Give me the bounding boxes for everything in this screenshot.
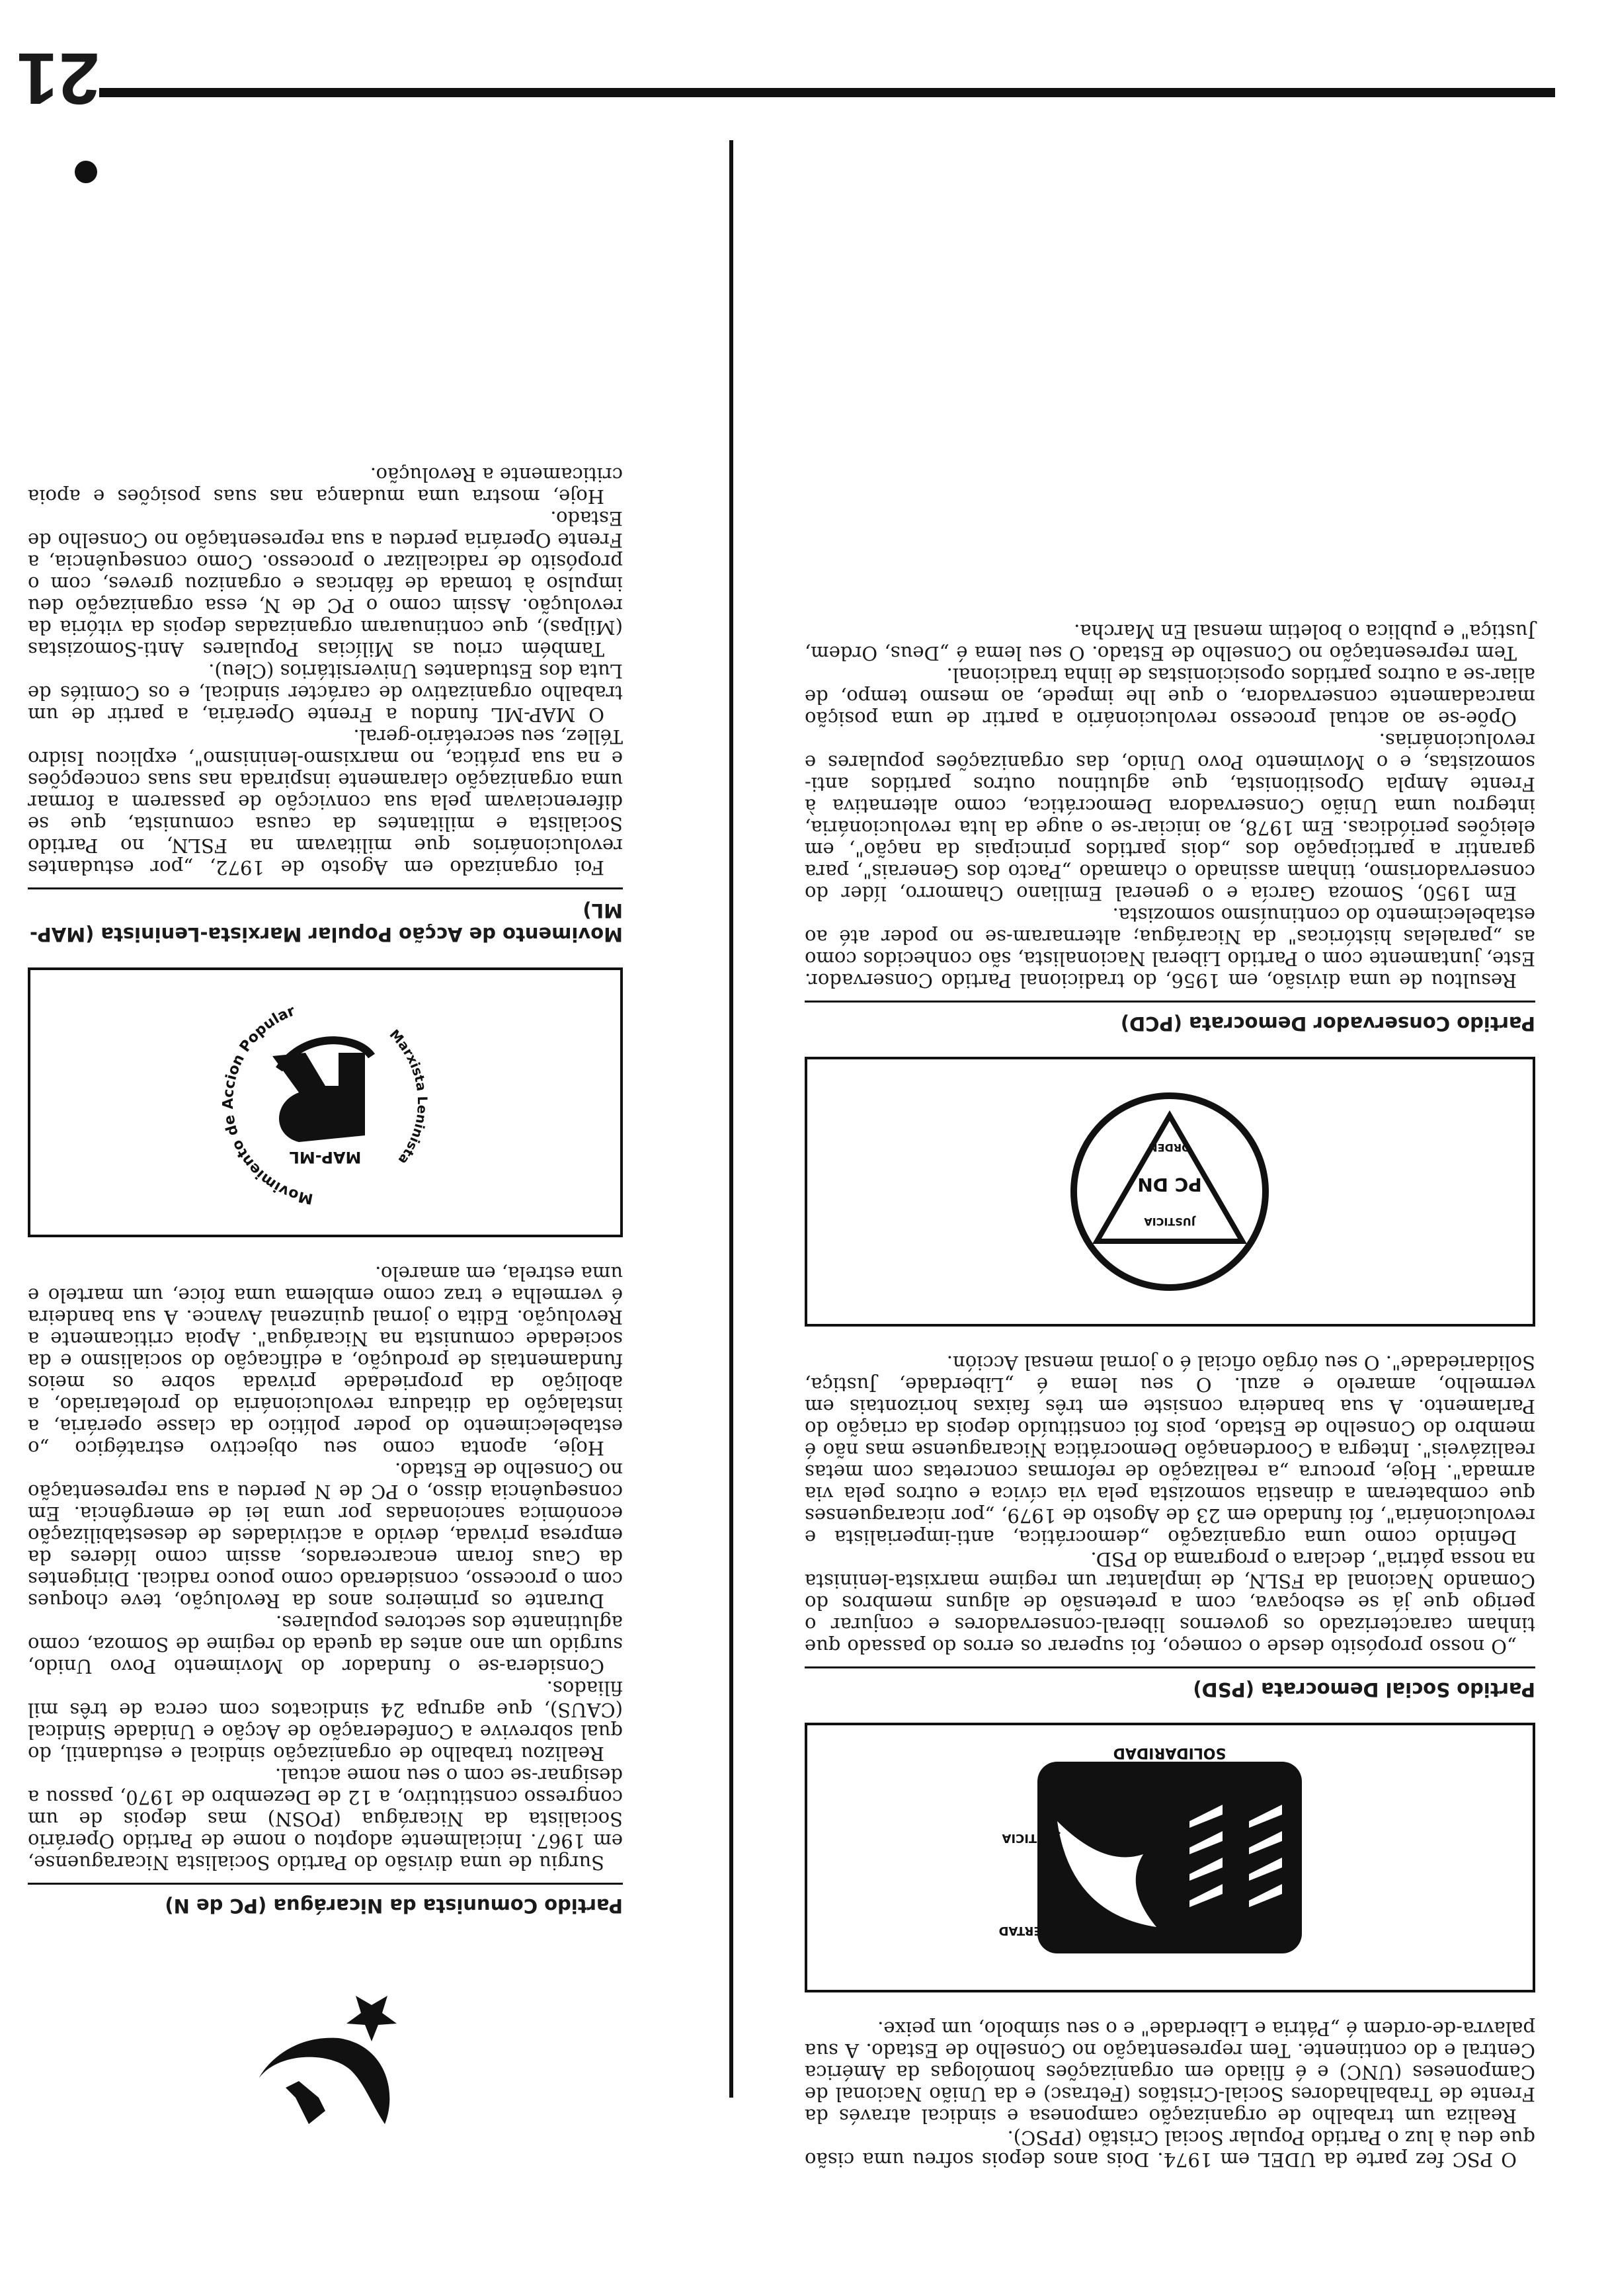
column-rule xyxy=(729,140,733,2098)
end-bullet xyxy=(75,161,97,183)
map-ml-logo xyxy=(200,983,451,1221)
article-text xyxy=(805,1352,1535,1657)
left-column xyxy=(805,595,1535,2170)
article-heading: Partido Social Democrata (PSD) xyxy=(1193,1678,1535,1701)
paragraph: Resultou de uma divisão, em 1956, do tradicional Partido Conservador. Este, juntamente com o Partido Liberal Nacionalista, são conhecidos como as „paralelas históricas" da Nicarágua; alternaram-se no poder até ao estabelecimento do continuísmo somozista. xyxy=(805,904,1535,992)
paragraph: Surgiu de uma divisão do Partido Socialista Nicaraguense, em 1967. Inicialmente adoptou o nome de Partido Operário Socialista da Nicarágua (POSN) mas depois de um congresso constitutivo, a 12 de Dezembro de 1970, passou a designar-se com o seu nome actual. xyxy=(28,1764,623,1874)
pcd-logo-text: PC DN xyxy=(1137,1174,1203,1196)
pcd-logo-text: JUSTICIA xyxy=(1144,1215,1196,1228)
pcd-logo-box xyxy=(805,1057,1535,1327)
paragraph: Em 1950, Somoza García e o general Emiliano Chamorro, líder do conservadorismo, tinham assinado o chamado „Pacto dos Generais", para garantir a participação dos „dois partidos principais da nação", em eleições periódicas. Em 1978, ao iniciar-se o auge da luta revolucionária, integrou uma União Conservadora Democrática, como alternativa à Frente Ampla Opositionista, que aglutinou outros partidos anti-somozistas, e o Movimento Povo Unido, das organizações populares e revolucionárias. xyxy=(805,729,1535,905)
heading-rule xyxy=(805,1666,1535,1668)
paragraph: Opõe-se ao actual processo revolucionário a partir de uma posição marcadamente conservadora, o que lhe impede, ao mesmo tempo, de aliar-se a outros partidos oposicionistas de linha tradicional. xyxy=(805,664,1535,730)
map-ml-logo-text: MAP-ML xyxy=(289,1148,362,1167)
pcd-logo-text: ORDEN xyxy=(1148,1141,1191,1154)
psd-logo-text: LIBERTAD xyxy=(999,1924,1063,1938)
paragraph: Realiza um trabalho de organização camponesa e sindical através da Frente de Trabalhadores Social-Cristãos (Fetrasc) e da União Nacional de Camponeses (UNC) e é filiado em organizações homólogas da América Central e do continente. Tem representação no Conselho de Estado. A sua palavra-de-ordem é „Pátria e Liberdade" e o seu símbolo, um peixe. xyxy=(805,2018,1535,2127)
pcn-logo-box xyxy=(28,1939,623,2203)
map-ml-logo-box xyxy=(28,967,623,1237)
psd-logo-text: SOLIDARIDAD xyxy=(1113,1744,1226,1761)
article-psd xyxy=(805,1352,1535,1992)
article-heading: Movimento de Acção Popular Marxista-Leninista (MAP-ML) xyxy=(29,899,623,946)
heading-rule xyxy=(28,887,623,889)
paragraph: Hoje, aponta como seu objectivo estratégico „o estabelecimento do poder político da classe operária, a instalação da ditadura revolucionária do proletariado, a abolição da propriedade privada sobre os meios fundamentais de produção, a edificação do socialismo e da sociedade comunista na Nicarágua". Apoia criticamente a Revolução. Edita o jornal quinzenal Avance. A sua bandeira é vermelha e traz como emblema uma foice, um martelo e uma estrela, em amarelo. xyxy=(28,1262,623,1459)
map-ml-logo-text: Movimiento de Accion Popular xyxy=(220,1003,315,1207)
pcn-logo xyxy=(226,1992,424,2151)
article-map-ml xyxy=(28,464,623,1237)
article-text xyxy=(28,464,623,878)
article-text xyxy=(805,2018,1535,2170)
footer-rule xyxy=(99,88,1555,97)
paragraph: Tem representação no Conselho de Estado. O seu lema é „Deus, Ordem, Justiça" e publica o boletim mensal En Marcha. xyxy=(805,620,1535,665)
article-heading: Partido Comunista da Nicarágua (PC de N) xyxy=(165,1895,623,1917)
article-pcd xyxy=(805,620,1535,1327)
article-text xyxy=(805,620,1535,991)
paragraph: Durante os primeiros anos da Revolução, teve choques com o processo, considerado como pouco radical. Dirigentes da Caus foram encarcerados, assim como líderes da empresa privada, devido a actividades de desestabilização económica sancionadas por uma lei de emergência. Em consequência disso, o PC de N perdeu a sua representação no Conselho de Estado. xyxy=(28,1459,623,1612)
article-pcn xyxy=(28,1262,623,2203)
paragraph: O PSC fez parte da UDEL em 1974. Dois anos depois sofreu uma cisão que deu à luz o Partido Popular Social Cristão (PPSC). xyxy=(805,2127,1535,2171)
paragraph: „O nosso propósito desde o começo, foi superar os erros do passado que tinham caracterizado os governos liberal-conservadores e conjurar o perigo que já se esboçava, com a pretensão de alguns membros do Comando Nacional da FSLN, de implantar um regime marxista-leninista na nossa pátria", declara o programa do PSD. xyxy=(805,1548,1535,1658)
paragraph: O MAP-ML fundou a Frente Operária, a partir de um trabalho organizativo de carácter sindical, e os Comités de Luta dos Estudantes Universitários (Cleu). xyxy=(28,660,623,726)
psd-logo-text: JUSTICIA xyxy=(1002,1831,1061,1845)
map-ml-logo-text: Marxista Leninista xyxy=(386,1026,431,1168)
paragraph: Hoje, mostra uma mudança nas suas posições e apoia criticamente a Revolução. xyxy=(28,464,623,508)
paragraph: Realizou trabalho de organização sindical e estudantil, do qual sobrevive a Confederação de Acção e Unidade Sindical (CAUS), que agrupa 24 sindicatos com cerca de três mil filiados. xyxy=(28,1677,623,1765)
psd-logo xyxy=(999,1744,1322,1967)
paragraph: Definido como uma organização „democrática, anti-imperialista e revolucionária", foi fundado em 23 de Agosto de 1979, „por nicaraguenses que combateram a dinastia somozista pela via cívica e outros pela via armada". Hoje, procura „a realização de reformas concretas com metas realizáveis". Integra a Coordenação Democrática Nicaraguense mas não é membro do Conselho de Estado, pois foi constituído depois da criação do Parlamento. A sua bandeira consiste em três faixas horizontais em vermelho, amarelo e azul. O seu lema é „Liberdade, Justiça, Solidariedade". O seu órgão oficial é o jornal mensal Acción. xyxy=(805,1352,1535,1549)
pcd-logo xyxy=(1058,1086,1283,1297)
psd-logo-box xyxy=(805,1723,1535,1992)
article-text xyxy=(28,1262,623,1873)
paragraph: Considera-se o fundador do Movimento Povo Unido, surgido um ano antes da queda do regime de Somoza, como aglutinante dos sectores populares. xyxy=(28,1612,623,1678)
heading-rule xyxy=(805,1001,1535,1003)
right-column xyxy=(28,438,623,2203)
paragraph: Também criou as Milícias Populares Anti-Somozistas (Milpas), que continuaram organizadas depois da vitória da revolução. Assim como o PC de N, essa organização deu impulso à tomada de fábricas e organizou greves, com o propósito de radicalizar o processo. Como consequência, a Frente Operária perdeu a sua representação no Conselho de Estado. xyxy=(28,507,623,661)
page-number: 21 xyxy=(16,38,100,119)
paragraph: Foi organizado em Agosto de 1972, „por estudantes revolucionários que militavam na FSLN, no Partido Socialista e militantes da causa comunista, que se diferenciavam pela sua convicção de passarem a formar uma organização claramente inspirada nas suas concepções e na sua prática, no marxismo-leninismo", explicou Isidro Téllez, seu secretário-geral. xyxy=(28,725,623,879)
heading-rule xyxy=(28,1883,623,1885)
svg-text:Marxista Leninista xyxy=(386,1026,430,1168)
article-psc xyxy=(805,2018,1535,2170)
article-heading: Partido Conservador Democrata (PCD) xyxy=(1120,1012,1535,1035)
